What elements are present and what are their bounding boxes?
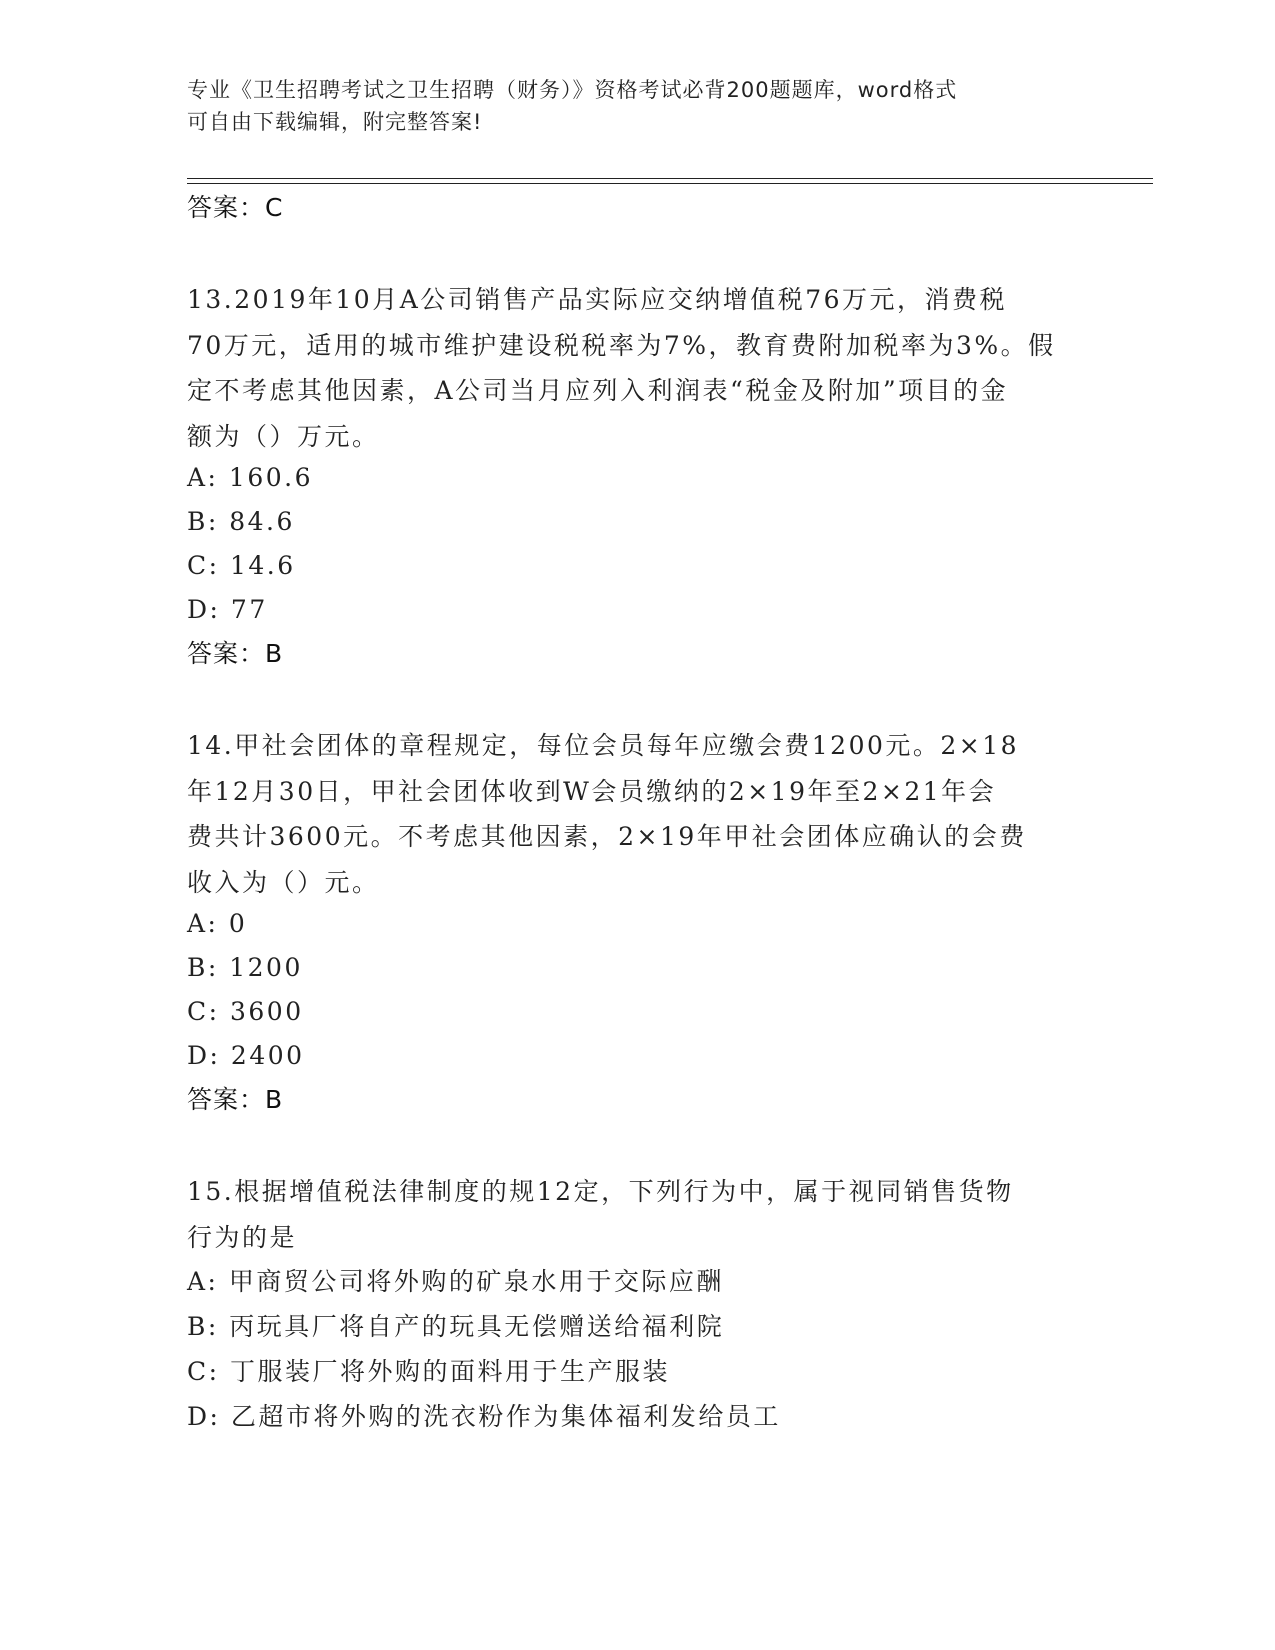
question-14-option-a: A: 0 [187,909,248,938]
question-13-answer: 答案：B [187,639,284,668]
header-line-1: 专业《卫生招聘考试之卫生招聘（财务）》资格考试必背200题题库，word格式 [187,78,958,102]
header-rule-bottom [187,183,1153,184]
question-15-option-d: D: 乙超市将外购的洗衣粉作为集体福利发给员工 [187,1402,781,1431]
question-15-text: 15.根据增值税法律制度的规12定，下列行为中，属于视同销售货物 行为的是 [187,1177,1014,1252]
header-rule-top [187,178,1153,179]
question-13-option-b: B: 84.6 [187,507,295,536]
question-15-option-b: B: 丙玩具厂将自产的玩具无偿赠送给福利院 [187,1312,725,1341]
question-13-text: 13.2019年10月A公司销售产品实际应交纳增值税76万元，消费税 70万元，适用的城市维护建设税税率为7%，教育费附加税率为3%。假 定不考虑其他因素，A公司当月应列入利润表“税金及附加”项目的金 额为（）万元。 [187,285,1056,451]
question-14-text: 14.甲社会团体的章程规定，每位会员每年应缴会费1200元。2×18 年12月30日，甲社会团体收到W会员缴纳的2×19年至2×21年会 费共计3600元。不考虑其他因素，2×19年甲社会团体应确认的会费 收入为（）元。 [187,731,1027,897]
question-13-option-c: C: 14.6 [187,551,296,580]
answer-12: 答案：C [187,193,284,222]
header-line-2: 可自由下载编辑，附完整答案! [187,110,483,134]
question-14-option-b: B: 1200 [187,953,303,982]
question-15-option-a: A: 甲商贸公司将外购的矿泉水用于交际应酬 [187,1267,724,1296]
question-14-option-d: D: 2400 [187,1041,305,1070]
question-13-option-a: A: 160.6 [187,463,313,492]
question-15-option-c: C: 丁服装厂将外购的面料用于生产服装 [187,1357,670,1386]
question-14-answer: 答案：B [187,1085,284,1114]
question-13-option-d: D: 77 [187,595,268,624]
document-header [187,74,1087,138]
question-14-option-c: C: 3600 [187,997,304,1026]
